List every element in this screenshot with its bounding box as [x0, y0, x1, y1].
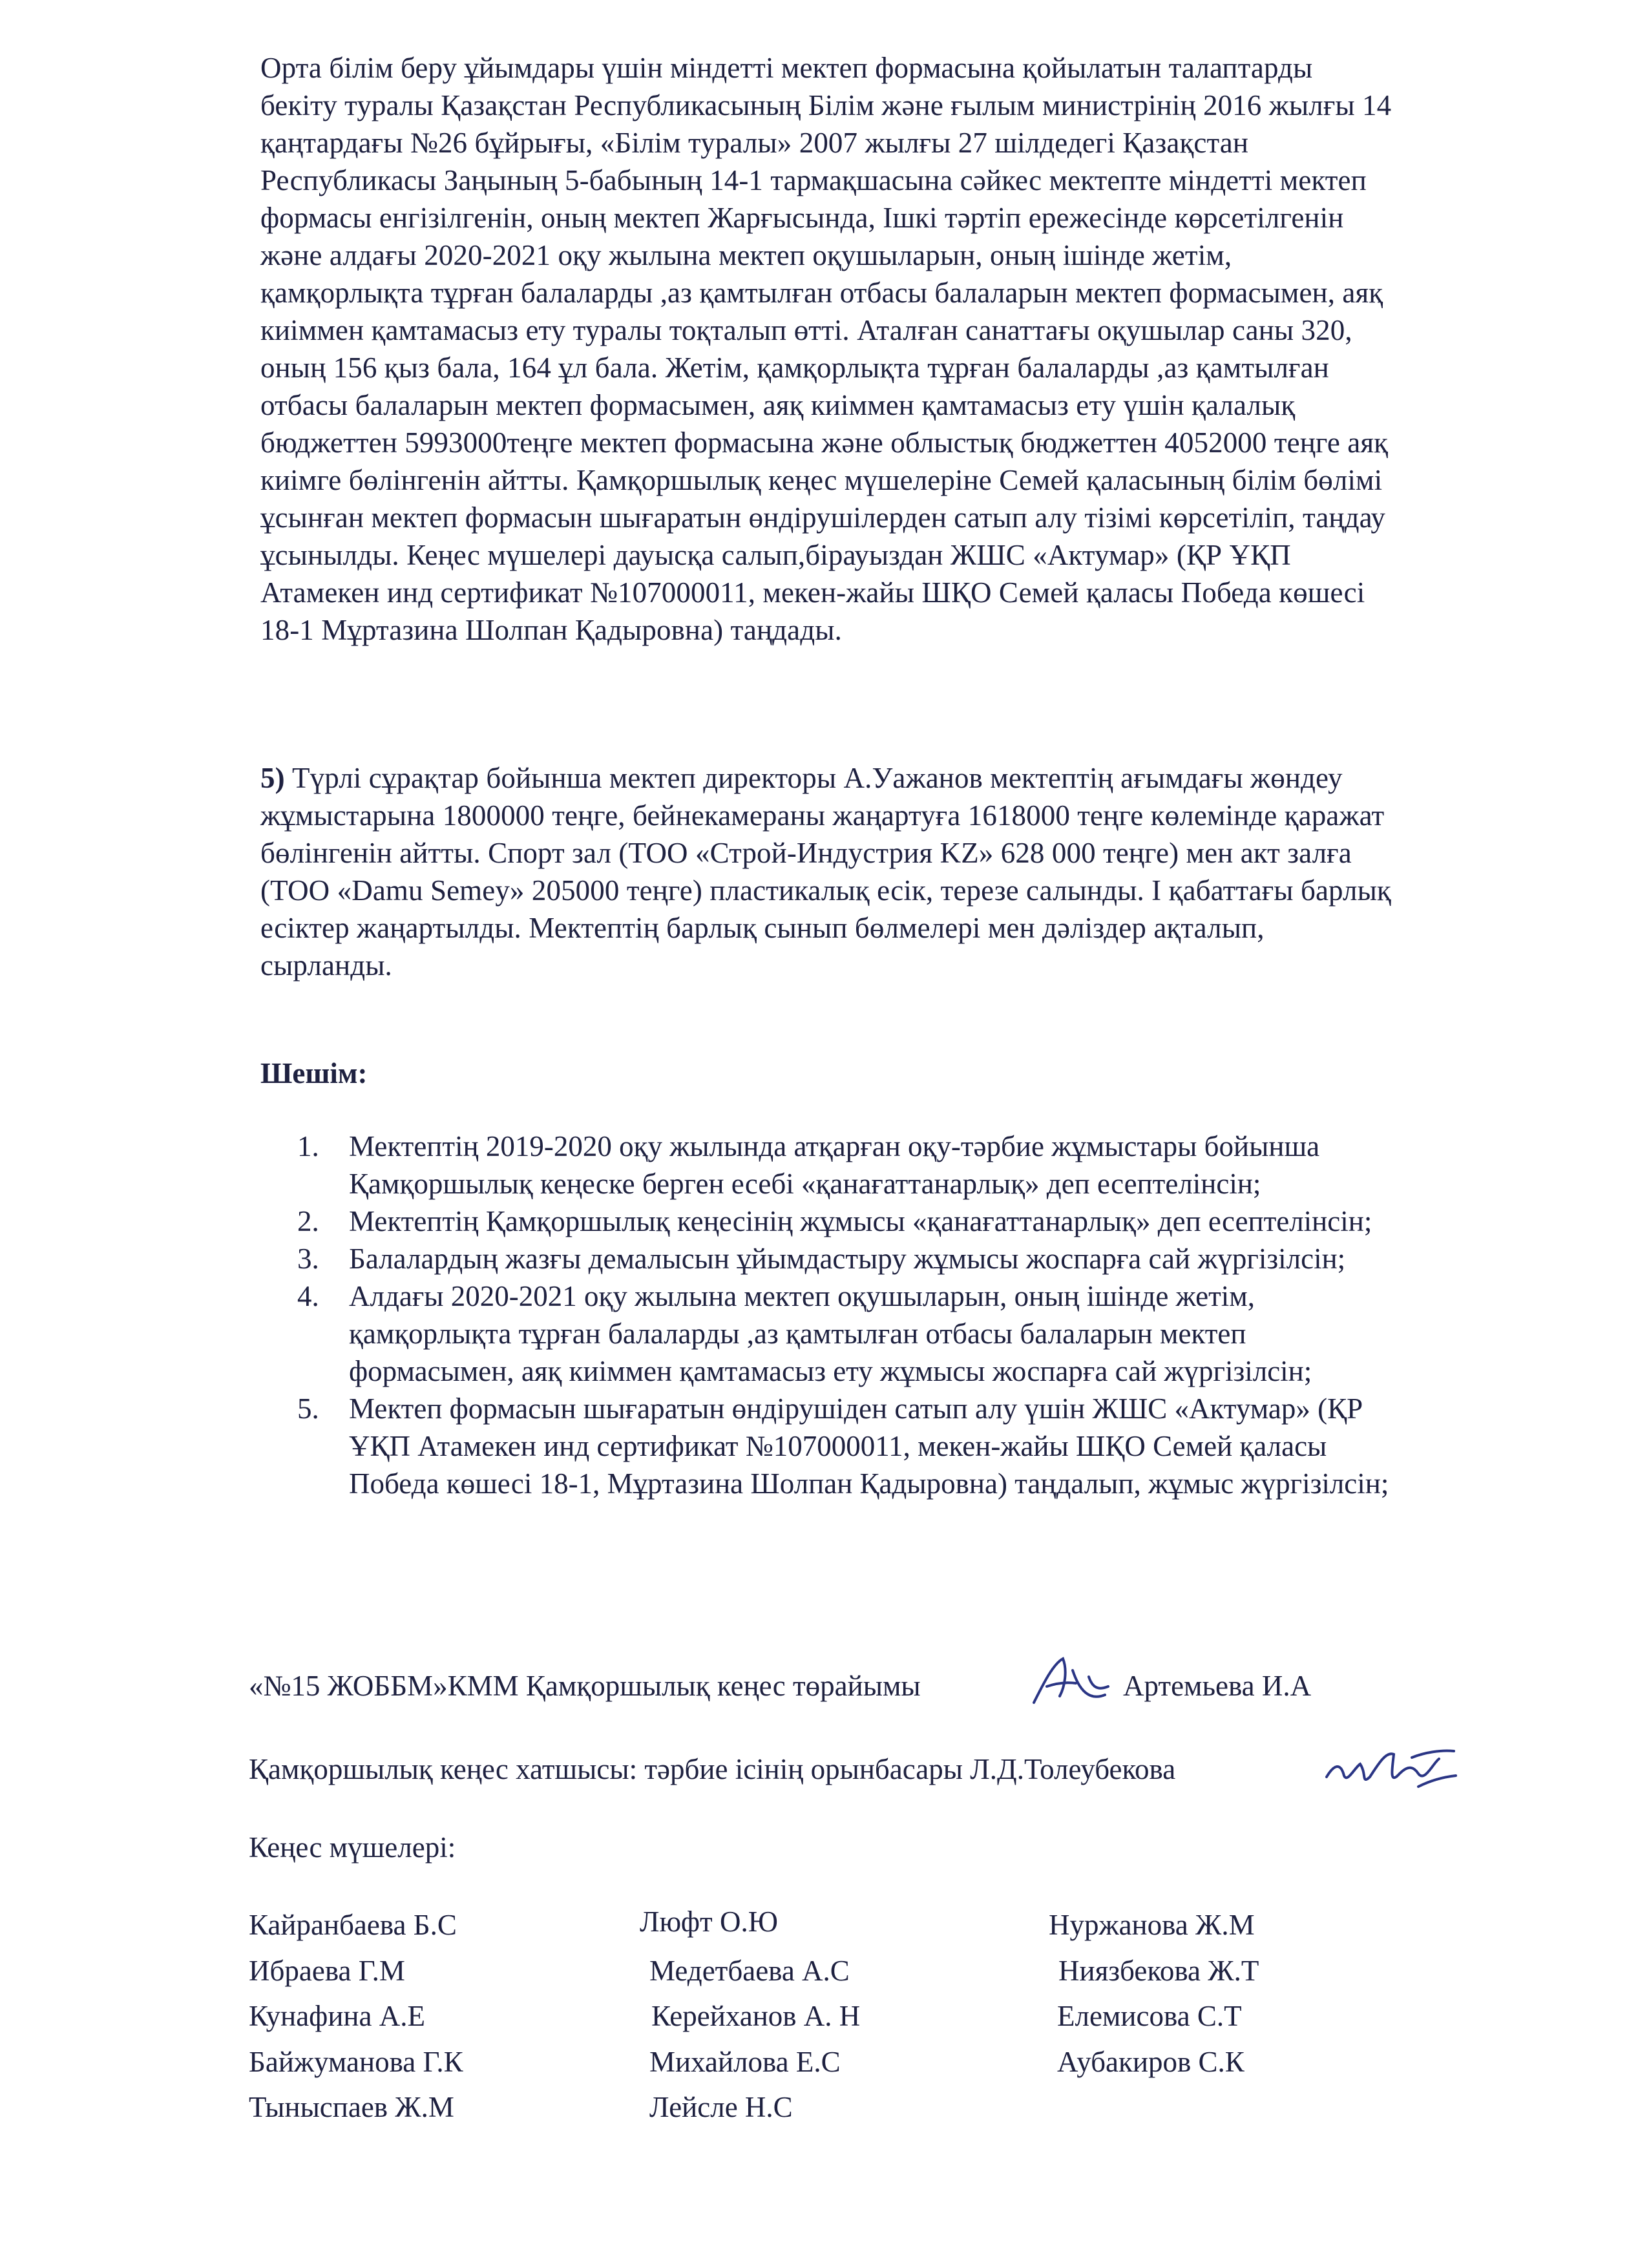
member-name: Кайранбаева Б.С: [249, 1909, 457, 1941]
decision-line: Победа көшесі 18-1, Мұртазина Шолпан Қадыровна) таңдалып, жұмыс жүргізілсін;: [349, 1467, 1389, 1500]
intro-line: киімге бөлінгенін айтты. Қамқоршылық кеңес мүшелеріне Семей қаласының білім бөлімі: [260, 464, 1383, 496]
item-5-line: (ТОО «Damu Semey» 205000 теңге) пластикалық есік, терезе салынды. І қабаттағы барлық: [260, 874, 1391, 907]
intro-line: 18-1 Мұртазина Шолпан Қадыровна) таңдады.: [260, 614, 842, 646]
decision-line: Қамқоршылық кеңеске берген есебі «қанағаттанарлық» деп есептелінсін;: [349, 1168, 1261, 1200]
member-name: Лейсле Н.С: [649, 2091, 793, 2123]
intro-line: оның 156 қыз бала, 164 ұл бала. Жетім, қамқорлықта тұрған балаларды ,аз қамтылған: [260, 352, 1329, 384]
member-name: Елемисова С.Т: [1057, 2000, 1242, 2032]
intro-line: ұсынылды. Кеңес мүшелері дауысқа салып,бірауыздан ЖШС «Актумар» (ҚР ҰҚП: [260, 539, 1291, 571]
intro-line: бюджеттен 5993000теңге мектеп формасына және облыстық бюджеттен 4052000 теңге аяқ: [260, 426, 1389, 459]
decision-item: [297, 1240, 1389, 1277]
secretary-label: Қамқоршылық кеңес хатшысы: тәрбие ісінің орынбасары Л.Д.Толеубекова: [249, 1753, 1176, 1785]
intro-line: отбасы балаларын мектеп формасымен, аяқ киіммен қамтамасыз ету үшін қалалық: [260, 389, 1296, 421]
intro-line: бекіту туралы Қазақстан Республикасының Білім және ғылым министрінің 2016 жылғы 14: [260, 89, 1392, 121]
item-5-text: Түрлі сұрақтар бойынша мектеп директоры А.Уажанов мектептің ағымдағы жөндеу: [284, 762, 1343, 794]
item-5-paragraph: [260, 759, 1391, 984]
list-marker: 4.: [297, 1280, 319, 1312]
decision-line: Мектептің Қамқоршылық кеңесінің жұмысы «қанағаттанарлық» деп есептелінсін;: [349, 1205, 1372, 1237]
list-marker: 3.: [297, 1243, 319, 1275]
member-name: Кунафина А.Е: [249, 2000, 425, 2032]
item-5-line: есіктер жаңартылды. Мектептің барлық сынып бөлмелері мен дәліздер ақталып,: [260, 912, 1265, 944]
member-name: Керейханов А. Н: [651, 2000, 861, 2032]
decision-item: [297, 1390, 1389, 1502]
member-name: Ниязбекова Ж.Т: [1058, 1955, 1259, 1987]
member-name: Люфт О.Ю: [640, 1906, 778, 1938]
intro-line: қамқорлықта тұрған балаларды ,аз қамтылған отбасы балаларын мектеп формасымен, аяқ: [260, 277, 1383, 309]
decision-line: Балалардың жазғы демалысын ұйымдастыру жұмысы жоспарға сай жүргізілсін;: [349, 1243, 1346, 1275]
decision-line: ҰҚП Атамекен инд сертификат №107000011, мекен-жайы ШҚО Семей қаласы: [349, 1430, 1327, 1462]
member-name: Нуржанова Ж.М: [1049, 1909, 1255, 1941]
item-5-first-line: [260, 759, 1391, 797]
decision-item: [297, 1277, 1389, 1390]
member-name: Медетбаева А.С: [649, 1955, 850, 1987]
intro-paragraph: [260, 49, 1391, 649]
decision-title: Шешім:: [260, 1057, 368, 1089]
intro-line: Республикасы Заңының 5-бабының 14-1 тармақшасына сәйкес мектепте міндетті мектеп: [260, 164, 1367, 196]
member-name: Тыныспаев Ж.М: [249, 2091, 454, 2123]
chair-label: «№15 ЖОББМ»КММ Қамқоршылық кеңес төрайымы: [249, 1670, 921, 1702]
item-5-line: жұмыстарына 1800000 теңге, бейнекамераны жаңартуға 1618000 теңге көлемінде қаражат: [260, 799, 1385, 832]
members-title: Кеңес мүшелері:: [249, 1831, 456, 1864]
intro-line: Атамекен инд сертификат №107000011, мекен-жайы ШҚО Семей қаласы Победа көшесі: [260, 576, 1365, 609]
list-marker: 2.: [297, 1205, 319, 1237]
decision-line: Мектептің 2019-2020 оқу жылында атқарған оқу-тәрбие жұмыстары бойынша: [349, 1130, 1320, 1162]
intro-line: киіммен қамтамасыз ету туралы тоқталып өтті. Аталған санаттағы оқушылар саны 320,: [260, 314, 1352, 346]
chair-signature-icon: [1027, 1651, 1115, 1712]
member-name: Аубакиров С.К: [1057, 2046, 1245, 2078]
intro-line: формасы енгізілгенін, оның мектеп Жарғысында, Ішкі тәртіп ережесінде көрсетілгенін: [260, 202, 1344, 234]
decision-item: [297, 1128, 1389, 1202]
decision-item: [297, 1202, 1389, 1240]
decision-line: Мектеп формасын шығаратын өндірушіден сатып алу үшін ЖШС «Актумар» (ҚР: [349, 1392, 1363, 1425]
intro-line: және алдағы 2020-2021 оқу жылына мектеп оқушыларын, оның ішінде жетім,: [260, 239, 1232, 271]
item-5-line: бөлінгенін айтты. Спорт зал (ТОО «Строй-Индустрия KZ» 628 000 теңге) мен акт залға: [260, 837, 1352, 869]
member-name: Байжуманова Г.К: [249, 2046, 463, 2078]
member-name: Ибраева Г.М: [249, 1955, 405, 1987]
list-marker: 1.: [297, 1130, 319, 1162]
decision-list: [297, 1128, 1389, 1502]
item-number: 5): [260, 762, 285, 794]
secretary-signature-icon: [1321, 1738, 1460, 1800]
decision-line: Алдағы 2020-2021 оқу жылына мектеп оқушыларын, оның ішінде жетім,: [349, 1280, 1255, 1312]
item-5-line: сырланды.: [260, 949, 392, 982]
chair-name: Артемьева И.А: [1123, 1670, 1312, 1702]
intro-line: Орта білім беру ұйымдары үшін міндетті мектеп формасына қойылатын талаптарды: [260, 52, 1313, 84]
intro-line: қаңтардағы №26 бұйрығы, «Білім туралы» 2007 жылғы 27 шілдедегі Қазақстан: [260, 127, 1249, 159]
intro-line: ұсынған мектеп формасын шығаратын өндірушілерден сатып алу тізімі көрсетіліп, таңдау: [260, 501, 1385, 534]
list-marker: 5.: [297, 1392, 319, 1425]
member-name: Михайлова Е.С: [649, 2046, 841, 2078]
decision-line: формасымен, аяқ киіммен қамтамасыз ету жұмысы жоспарға сай жүргізілсін;: [349, 1355, 1312, 1387]
decision-line: қамқорлықта тұрған балаларды ,аз қамтылған отбасы балаларын мектеп: [349, 1318, 1246, 1350]
